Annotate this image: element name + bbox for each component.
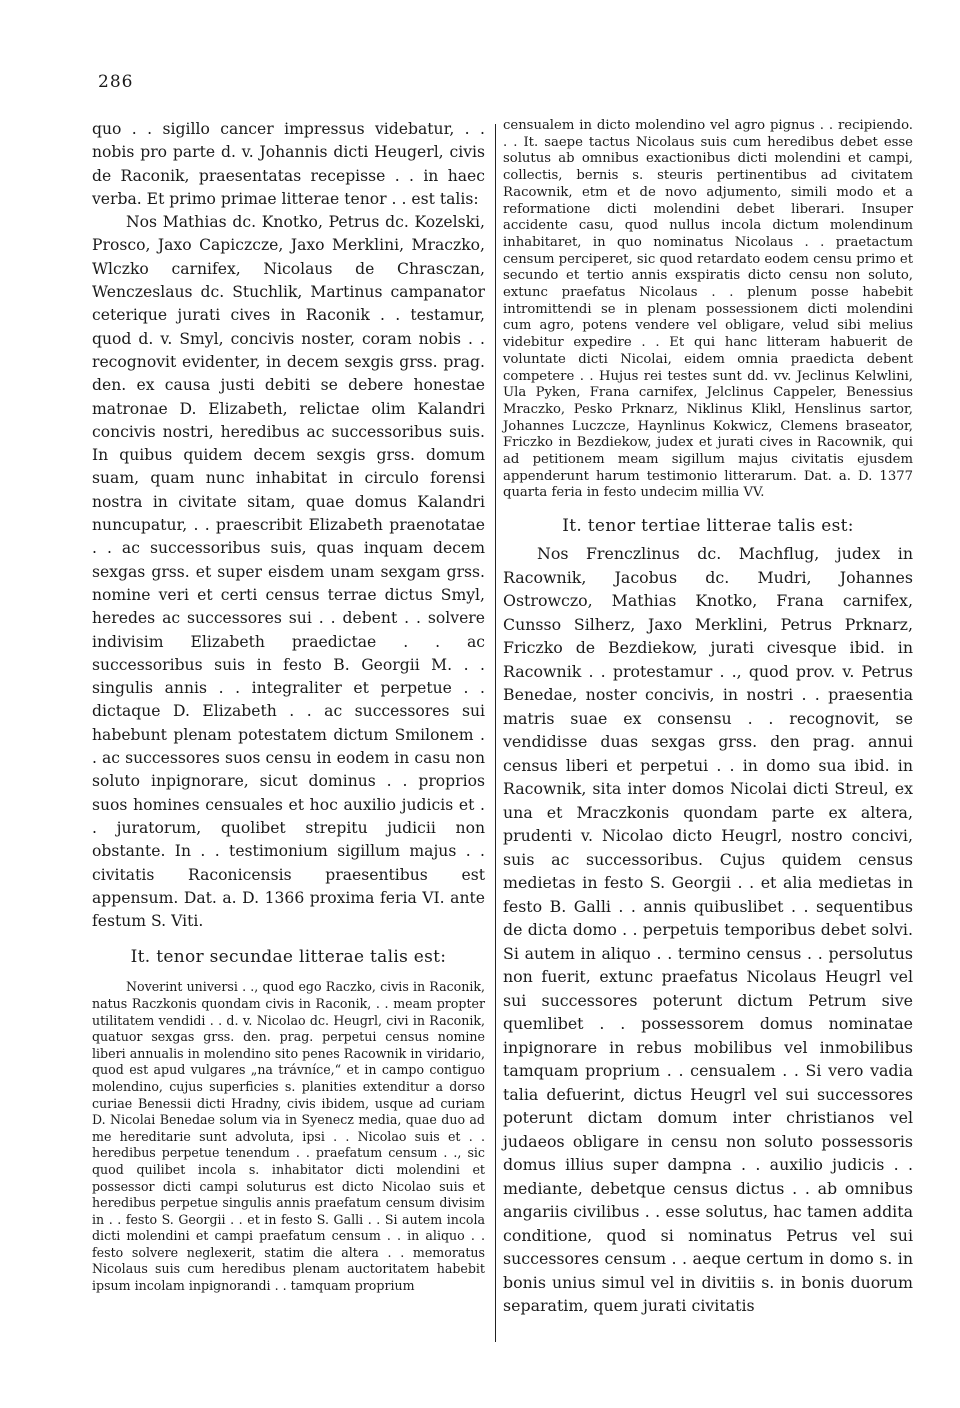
left-section-heading: It. tenor secundae litterae talis est:	[130, 947, 447, 968]
right-column	[503, 118, 913, 1318]
left-paragraph-2: Nos Mathias dc. Knotko, Petrus dc. Kozelski, Prosco, Jaxo Capiczcze, Jaxo Merklini, Mraczko, Wlczko carnifex, Nicolaus de Chrasczan, Wenczeslaus dc. Stuchlik, Martinus campanator ceterique jurati cives in Raconik . . testamur, quod d. v. Smyl, concivis noster, coram nobis . . recognovit evidenter, in decem sexgis grss. prag. den. ex causa justi debiti se debere honestae matronae D. Elizabeth, relictae olim Kalandri concivis nostri, heredibus ac successoribus suis. In quibus quidem decem sexgis grss. domum suam, quam nunc inhabitat in circulo forensi nostra in civitate sitam, quae domus Kalandri nuncupatur, . . praescribit Elizabeth praenotatae . . ac successoribus suis, quas inquam decem sexgas grss. et super eisdem unam sexgam grss. nomine veri et certi census terrae dictus Smyl, heredes ac successores sui . . debent . . solvere indivisim Elizabeth praedictae . . ac successoribus suis in festo B. Georgii M. . . singulis annis . . integraliter et perpetue . . dictaque D. Elizabeth . . ac successores sui habebunt plenam potestatem dictum Smilonem . . ac successores suos censu in eodem in casu non soluto inpignorare, sicut dominus . . proprios suos homines censuales et hoc auxilio judicis et . . juratorum, quolibet strepitu judicii non obstante. In . . testimonium sigillum majus . . civitatis Raconicensis praesentibus est appensum. Dat. a. D. 1366 proxima feria VI. ante festum S. Viti.	[92, 213, 485, 931]
right-section-heading: It. tenor tertiae litterae talis est:	[562, 516, 854, 537]
left-paragraph-3: Noverint universi . ., quod ego Raczko, civis in Raconik, natus Raczkonis quondam civis in Raconik, . . meam propter utilitatem vendidi . . d. v. Nicolao dc. Heugrl, civi in Raconik, quatuor sexgas grss. den. prag. perpetui census nomine liberi annualis in molendino sito penes Racownik in viridario, quod est apud vulgares „na trávníce,“ et in campo contiguo molendino, cujus superficies s. planities extenditur a dorso curiae Benessii dicti Hradny, civis ibidem, usque ad curiam D. Nicolai Benedae solum via in Syenecz media, quae duo ad me hereditarie sunt advoluta, ipsi . . Nicolao suis et . . heredibus perpetue tenendum . . praefatum censum . ., sic quod quilibet incola s. inhabitator dicti molendini et possessor dicti campi soluturus est dicto Nicolao suis et heredibus perpetue singulis annis praefatum censum divisim in . . festo S. Georgii . . et in festo S. Galli . . Si autem incola dicti molendini et campi praefatum censum . . in aliquo . . festo solvere neglexerit, statim die altera . . memoratus Nicolaus suis cum heredibus plenam auctoritatem habebit ipsum incolam inpignorandi . . tamquam proprium	[92, 979, 485, 1294]
page-number: 286	[98, 72, 134, 92]
right-paragraph-2: Nos Frenczlinus dc. Machflug, judex in Racownik, Jacobus dc. Mudri, Johannes Ostrowczo, Mathias Knotko, Frana carnifex, Cunsso Silherz, Jaxo Merklini, Petrus Prknarz, Friczko de Bezdiekow, jurati civesque ibid. in Racownik . . protestamur . ., quod prov. v. Petrus Benedae, noster concivis, in nostri . . praesentia matris suae ex consensu . . recognovit, se vendidisse duas sexgas grss. den prag. annui census liberi et perpetui . . in domo sua ibid. in Racownik, sita inter domos Nicolai dicti Streul, ex una et Mraczkonis quondam parte ex altera, prudenti v. Nicolao dicto Heugrl, nostro concivi, suis ac successoribus. Cujus quidem census medietas in festo S. Georgii . . et alia medietas in festo B. Galli . . annis quibuslibet . . sequentibus de dicta domo . . perpetuis temporibus debet solvi. Si autem in aliquo . . termino census . . persolutus non fuerit, extunc praefatus Nicolaus Heugrl vel sui successores poterunt dictum Petrum sive quemlibet . . possessorem domus nominatae inpignorare in rebus mobilibus vel inmobilibus tamquam proprium . . censualem . . Si vero vadia talia defuerint, dictus Heugrl vel sui successores poterunt dictam domum inter christianos vel judaeos obligare in censu non soluto possessoris domus illius super dampna . . auxilio judicis . . mediante, debetque census dictus . . ab omnibus angariis civilibus . . esse solutus, hac tamen addita conditione, quod si nominatus Petrus vel sui successores censum . . aeque certum in domo s. in bonis unius simul vel in divitiis s. in bonis duorum separatim, quem jurati civitatis	[503, 544, 913, 1316]
left-column	[92, 118, 485, 1295]
left-paragraph-1: quo . . sigillo cancer impressus videbatur, . . nobis pro parte d. v. Johannis dicti Heugerl, civis de Raconik, praesentatas recepisse . . in haec verba. Et primo primae litterae tenor . . est talis:	[92, 120, 485, 208]
column-divider	[495, 124, 496, 1342]
right-paragraph-1: censualem in dicto molendino vel agro pignus . . recipiendo. . . It. saepe tactus Nicolaus suis cum heredibus debet esse solutus ab omnibus exactionibus dicti molendini et campi, collectis, bernis s. steuris pertinentibus ad civitatem Racownik, etm et de novo adjumento, simili modo et a reformatione dicti molendini debet liberari. Insuper accidente casu, quod nullus incola dictum molendinum inhabitaret, in quo nominatus Nicolaus . . praetactum censum perciperet, sic quod retardato eodem censu primo et secundo et tertio annis exspiratis dicto censu non soluto, extunc praefatus Nicolaus . . plenum posse habebit intromittendi se in plenam possessionem dicti molendini cum agro, potens vendere vel obligare, velud sibi melius videbitur expedire . . Et qui hanc litteram habuerit de voluntate dicti Nicolai, eidem omnia praedicta debent competere . . Hujus rei testes sunt dd. vv. Jeclinus Kelwlini, Ula Pyken, Frana carnifex, Jelclinus Cappeler, Benessius Mraczko, Pesko Prknarz, Niklinus Klikl, Henslinus sartor, Johannes Luczcze, Haynlinus Kokwicz, Clemens braseator, Friczko in Bezdiekow, judex et jurati cives in Racownik, qui ad petitionem meam sigillum majus civitatis ejusdem appenderunt harum testimonio litterarum. Dat. a. D. 1377 quarta feria in festo undecim millia VV.	[503, 118, 913, 501]
